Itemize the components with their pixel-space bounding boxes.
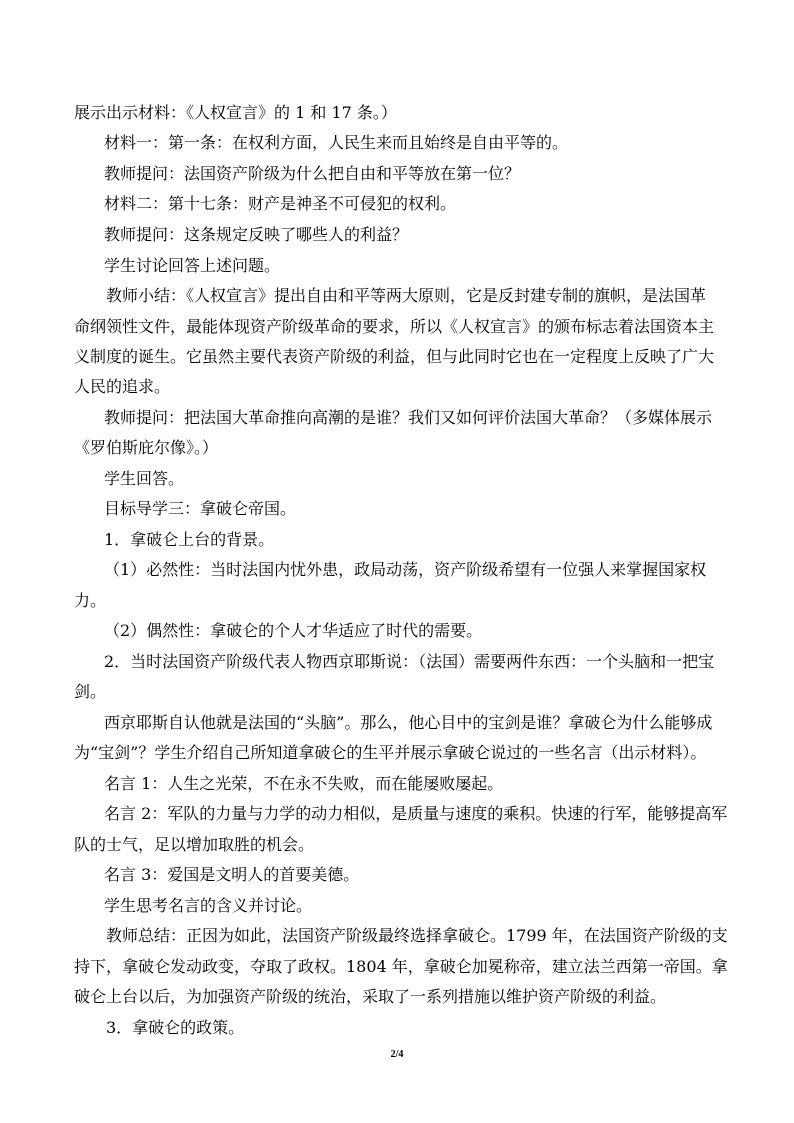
text-line: 1．拿破仑上台的背景。 — [104, 530, 275, 549]
text-line: 教师提问：法国资产阶级为什么把自由和平等放在第一位？ — [104, 164, 521, 183]
text-line: （2）偶然性：拿破仑的个人才华适应了时代的需要。 — [104, 621, 483, 640]
text-line: 展示出示材料：《人权宣言》的 1 和 17 条。） — [74, 103, 397, 122]
text-line: 学生回答。 — [104, 469, 185, 488]
text-line: 《罗伯斯庇尔像》。） — [74, 438, 219, 457]
text-line: 目标导学三：拿破仑帝国。 — [104, 499, 297, 518]
text-line: 材料二：第十七条：财产是神圣不可侵犯的权利。 — [104, 194, 457, 213]
text-line: 西京耶斯自认他就是法国的“头脑”。那么，他心目中的宝剑是谁？拿破仑为什么能够成 — [104, 713, 713, 732]
text-line: 教师小结：《人权宣言》提出自由和平等两大原则，它是反封建专制的旗帜，是法国革 — [106, 286, 707, 305]
text-line: 学生讨论回答上述问题。 — [104, 256, 281, 275]
text-line: 名言 2：军队的力量与力学的动力相似，是质量与速度的乘积。快速的行军，能够提高军 — [104, 804, 728, 823]
text-line: 名言 1：人生之光荣，不在永不失败，而在能屡败屡起。 — [104, 774, 504, 793]
text-line: 队的士气，足以增加取胜的机会。 — [74, 835, 315, 854]
text-line: 剑。 — [74, 682, 107, 701]
text-line: 力。 — [74, 591, 107, 610]
text-line: 材料一：第一条：在权利方面，人民生来而且始终是自由平等的。 — [104, 133, 569, 152]
text-line: 2．当时法国资产阶级代表人物西京耶斯说：（法国）需要两件东西：一个头脑和一把宝 — [104, 652, 715, 671]
text-line: 教师总结：正因为如此，法国资产阶级最终选择拿破仑。1799 年，在法国资产阶级的支 — [106, 926, 728, 945]
text-line: 义制度的诞生。它虽然主要代表资产阶级的利益，但与此同时它也在一定程度上反映了广大 — [74, 347, 715, 366]
text-line: 命纲领性文件，最能体现资产阶级革命的要求，所以《人权宣言》的颁布标志着法国资本主 — [74, 317, 715, 336]
text-line: 3．拿破仑的政策。 — [106, 1018, 245, 1037]
text-line: 持下，拿破仑发动政变，夺取了政权。1804 年，拿破仑加冕称帝，建立法兰西第一帝国。拿 — [74, 957, 728, 976]
text-line: 人民的追求。 — [74, 377, 171, 396]
text-line: 学生思考名言的含义并讨论。 — [104, 896, 313, 915]
text-line: 破仑上台以后，为加强资产阶级的统治，采取了一系列措施以维护资产阶级的利益。 — [74, 987, 667, 1006]
text-line: 教师提问：这条规定反映了哪些人的利益？ — [104, 225, 409, 244]
text-line: 教师提问：把法国大革命推向高潮的是谁？我们又如何评价法国大革命？（多媒体展示 — [104, 408, 713, 427]
text-line: 名言 3：爱国是文明人的首要美德。 — [104, 865, 360, 884]
text-line: （1）必然性：当时法国内忧外患，政局动荡，资产阶级希望有一位强人来掌握国家权 — [104, 560, 707, 579]
page-number: 2/4 — [390, 1049, 404, 1060]
text-line: 为“宝剑”？学生介绍自己所知道拿破仑的生平并展示拿破仑说过的一些名言（出示材料）。 — [74, 743, 707, 762]
